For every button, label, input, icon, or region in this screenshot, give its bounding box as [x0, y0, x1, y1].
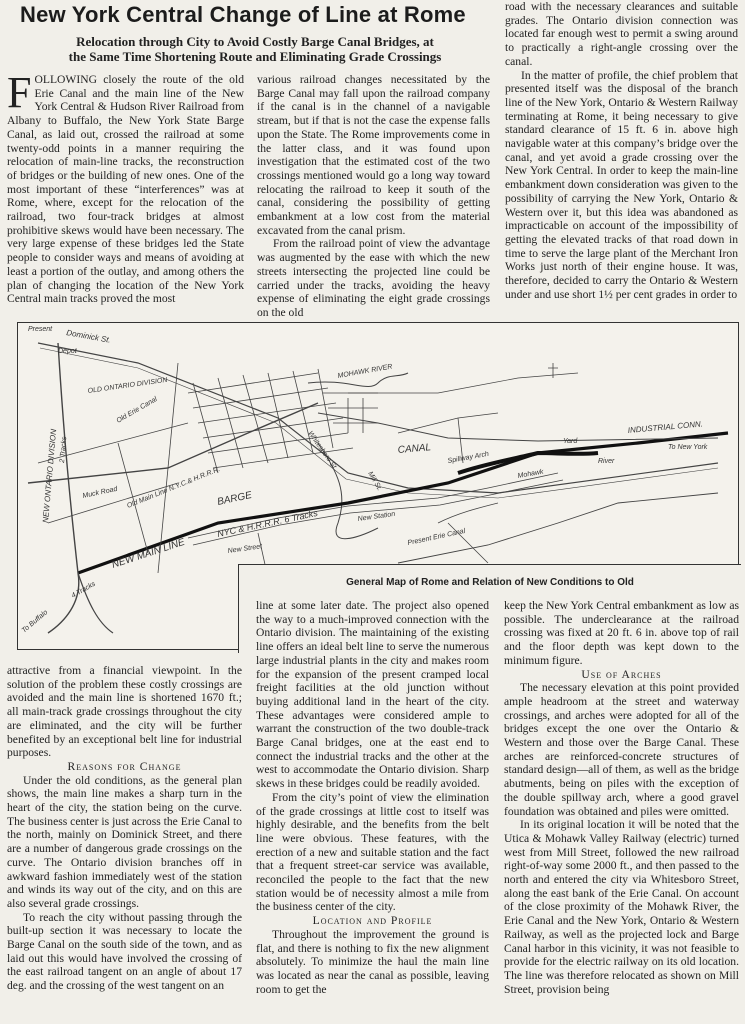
subtitle-line-2: the Same Time Shortening Route and Eliminating Grade Crossings — [68, 49, 442, 64]
map-label-present: Present — [28, 326, 53, 333]
map-label-mohawk: Mohawk — [517, 468, 545, 480]
map-label-2-tracks: 2 Tracks — [59, 436, 69, 464]
bottom-column-2 — [256, 599, 489, 996]
map-label-nyc-6-tracks: NYC & H.R.R.R. 6 Tracks — [216, 507, 319, 539]
top-col2-paragraph-2: From the railroad point of view the advantage was augmented by the ease with which the new streets intersecting the projected line could be carried under the tracks, avoiding the heavy expense of eliminating the eight grade crossings on the old — [257, 237, 490, 319]
map-label-new-street: New Street — [227, 543, 263, 555]
section-head-arches: Use of Arches — [581, 667, 662, 681]
map-label-spillway: Spillway Arch — [447, 450, 490, 465]
bottom-col1-paragraph-1: attractive from a financial viewpoint. In the solution of the problem these costly crossings are avoided and the main line is shortened 1670 ft.; all main-track grade crossings throughout the city are eliminated, and the city will be further benefited by an exceptional belt line for industrial purposes. — [7, 664, 242, 760]
top-column-2 — [257, 73, 490, 320]
article-subtitle — [14, 34, 496, 64]
top-col1-text: OLLOWING closely the route of the old Erie Canal and the main line of the New York Central & Hudson River Railroad from Albany to Buffalo, the New York State Barge Canal, as laid out, crossed the railroad at some twenty-odd points in a manner requiring the relocation of main-line tracks, the reconstruction of bridges or the building of new ones. One of the most important of these “interferences” was at Rome, where, except for the relocation of the railroad, two four-track bridges at almost prohibitive skews would have been necessary. The very large expense of these bridges led the State people to consider ways and means of avoiding at least a portion of the outlay, and among others the plan of changing the location of the New York Central main tracks proved the most — [7, 73, 244, 306]
top-col3-paragraph-1: road with the necessary clearances and suitable grades. The Ontario division connection was located far enough west to permit a swing around to practically a right-angle crossing over the canal. — [505, 0, 738, 68]
map-label-new-station: New Station — [357, 510, 396, 523]
map-label-mohawk-river: MOHAWK RIVER — [337, 363, 394, 380]
bottom-column-1 — [7, 664, 242, 993]
map-label-present-erie: Present Erie Canal — [406, 527, 466, 547]
map-label-4-tracks: 4 Tracks — [70, 580, 97, 600]
bottom-col2-paragraph-2: From the city’s point of view the elimination of the grade crossings at little cost to itself was highly desirable, and the benefits from the belt line were obvious. These features, with the erection of a new and suitable station and the fact that a frequent street-car service was available, reconciled the people to the fact that the new station would be of necessity almost a mile from the business center of the city. — [256, 790, 489, 914]
bottom-col3-paragraph-3: In its original location it will be noted that the Utica & Mohawk Valley Railway (electric) turned west from Mill Street, followed the new railroad right-of-way some 2000 ft., and then passed to the north and entered the city via Whitesboro Street, along the east bank of the Erie Canal. On account of the close proximity of the Mohawk River, the Erie Canal and the New York, Ontario & Western Railway, as well as the projected lock and Barge Canal harbor in this vicinity, it was not feasible to provide for the electric railway on its old location. The line was therefore relocated as shown on Mill Street, provision being — [504, 818, 739, 996]
map-label-river: River — [598, 458, 615, 465]
map-label-yard: Yard — [563, 438, 578, 445]
section-head-location: Location and Profile — [312, 914, 433, 928]
top-col2-paragraph-1: various railroad changes necessitated by the Barge Canal may fall upon the railroad company if the canal is in the channel of a navigable stream, but if that is not the case the expense falls upon the State. The Rome improvements come in the latter class, and it was found upon investigation that the estimated cost of the two crossings mentioned would go a long way toward relocating the railroad to keep it south of the canal, considering the possibility of getting embankment at a low cost from the material excavated from the canal prism. — [257, 73, 490, 237]
bottom-col2-paragraph-1: line at some later date. The project also opened the way to a much-improved connection with the Ontario division. The maintaining of the existing line offers an ideal belt line to serve the numerous large industrial plants in the city and makes room for the expansion of the present cramped local freight facilities at the old junction without buying additional land in the heart of the city. These advantages were considered ample to warrant the construction of the two double-track Barge Canal bridges, one at the east end to connect the industrial tracks and the other at the west to accommodate the Ontario division. Sharp skews in these bridges could be readily avoided. — [256, 599, 489, 791]
map-label-to-new-york: To New York — [668, 444, 708, 451]
top-column-1 — [7, 68, 244, 306]
map-label-canal: CANAL — [397, 442, 432, 456]
top-column-3 — [505, 0, 738, 301]
map-label-to-buffalo: To Buffalo — [20, 609, 50, 635]
map-label-old-ontario: OLD ONTARIO DIVISION — [87, 376, 168, 395]
map-label-whitesboro: Whitesboro St. — [306, 430, 339, 472]
map-label-industrial: INDUSTRIAL CONN. — [627, 419, 704, 435]
map-label-new-main-line: NEW MAIN LINE — [110, 536, 187, 571]
map-label-dominick: Dominick St. — [65, 328, 112, 345]
map-label-depot: Depot — [58, 348, 77, 355]
subtitle-line-1: Relocation through City to Avoid Costly Barge Canal Bridges, at — [76, 34, 434, 49]
map-caption: General Map of Rome and Relation of New Conditions to Old — [346, 577, 634, 588]
map-label-old-main-line: Old Main Line N.Y.C.& H.R.R.R. — [126, 466, 222, 510]
article-title: New York Central Change of Line at Rome — [20, 2, 466, 27]
drop-cap: F — [7, 68, 32, 117]
map-label-muck-road: Muck Road — [81, 485, 119, 500]
bottom-col3-paragraph-1: keep the New York Central embankment as low as possible. The underclearance at the railroad crossing was fixed at 20 ft. 6 in. above top of rail and the floor depth was kept down to the minimum figure. — [504, 599, 739, 667]
map-label-barge: BARGE — [216, 489, 253, 508]
bottom-col1-paragraph-2: Under the old conditions, as the general plan shows, the main line makes a sharp turn in the heart of the city, the station being on the curve. The business center is just across the Erie Canal to the north, mainly on Dominick Street, and there are a number of dangerous grade crossings on the curve. The Ontario division branches off in awkward fashion immediately west of the station and winds its way out of the city, and on this are also several grade crossings. — [7, 773, 242, 910]
bottom-col3-paragraph-2: The necessary elevation at this point provided ample headroom at the street and waterway crossings, and arches were adopted for all of the bridges except the one over the Ontario & Western and those over the Barge Canal. These arches are reinforced-concrete structures of standard design—all of them, as well as the bridge abutments, being on piles with the exception of the double spillway arch, where a good gravel foundation was obtained and piles were omitted. — [504, 681, 739, 818]
bottom-col1-paragraph-3: To reach the city without passing through the built-up section it was necessary to locate the Barge Canal on the south side of the town, and as laid out this would have involved the crossing of the east railroad tangent on an angle of about 17 deg. and the crossing of the west tangent on an — [7, 910, 242, 993]
top-col3-paragraph-2: In the matter of profile, the chief problem that presented itself was the disposal of the branch line of the New York, Ontario & Western Railway terminating at Rome, it being necessary to give standard clearance of 15 ft. 6 in. above high navigable water at this company’s bridge over the canal, and yet avoid a grade crossing over the New York Central. In order to keep the main-line embankment down consideration was given to the possibility of carrying the New York, Ontario & Western over it, but this idea was abandoned as impracticable on account of the impossibility of getting the elevated tracks of that road down in time to serve the large plant of the Merchant Iron Works just north of their engine house. It was, therefore, decided to carry the Ontario & Western under and use short 1½ per cent grades in order to — [505, 68, 738, 301]
map-label-mill-st: Mill St. — [366, 470, 383, 493]
section-head-reasons: Reasons for Change — [67, 759, 182, 773]
bottom-column-3 — [504, 599, 739, 996]
map-label-ontario-division: NEW ONTARIO DIVISION — [41, 428, 59, 524]
bottom-col2-paragraph-3: Throughout the improvement the ground is flat, and there is nothing to fix the new alignment absolutely. To minimize the haul the main line was located as near the canal as possible, leaving room to get the — [256, 927, 489, 996]
map-label-old-erie-canal: Old Erie Canal — [115, 395, 159, 425]
